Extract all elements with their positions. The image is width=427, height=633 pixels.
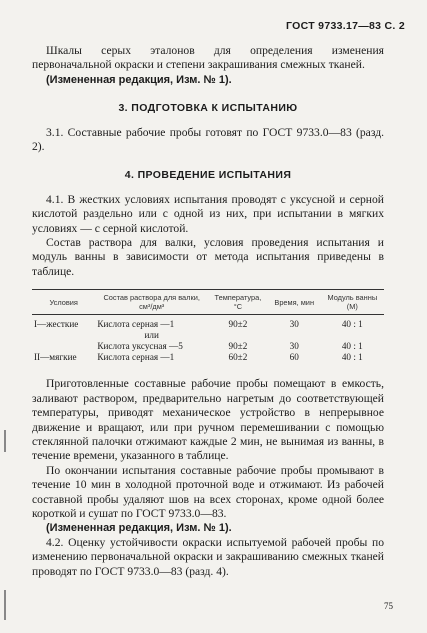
section-3-title: 3. ПОДГОТОВКА К ИСПЫТАНИЮ — [118, 102, 298, 115]
table-row — [32, 352, 384, 367]
table-cell: 90±2 — [228, 341, 248, 352]
table-cell: Кислота уксусная —5 — [97, 341, 183, 352]
table-header: Время, мин — [274, 297, 315, 307]
table-cell: II—мягкие — [34, 352, 77, 363]
paragraph-4-2: 4.2. Оценку устойчивости окраски испытуемой рабочей пробы по изменению первоначальной окраски и закрашиванию смежных тканей проводят по ГОСТ 9733.0—83 (разд. 4). — [32, 535, 384, 578]
table-cell: 30 — [289, 341, 299, 352]
table-cell: I—жесткие — [34, 319, 79, 330]
table-header: Температура, °С — [214, 293, 262, 312]
table-row — [32, 330, 384, 341]
table-cell — [268, 330, 321, 341]
amendment-note: (Измененная редакция, Изм. № 1). — [46, 73, 232, 86]
scan-margin-mark — [4, 590, 6, 620]
paragraph-rinsing: По окончании испытания составные рабочие пробы промывают в течение 10 мин в холодной проточной воде и отжимают. Из рабочей составной пробы удаляют шов на всех сторонах, кроме одной более короткой и сушат по ГОСТ 9733.0—83. — [32, 463, 384, 520]
table-row — [32, 315, 384, 331]
test-conditions-table — [32, 289, 384, 367]
page-body — [32, 44, 384, 579]
paragraph-3-1: 3.1. Составные рабочие пробы готовят по ГОСТ 9733.0—83 (разд. 2). — [32, 125, 384, 154]
table-cell: Кислота серная —1 — [97, 352, 175, 363]
table-cell: 60 — [289, 352, 299, 363]
table-cell: 60±2 — [228, 352, 248, 363]
table-row — [32, 341, 384, 352]
intro-paragraph: Шкалы серых эталонов для определения изменения первоначальной окраски и степени закрашивания смежных тканей. — [32, 44, 384, 72]
table-cell — [208, 330, 268, 341]
table-cell: 90±2 — [228, 319, 248, 330]
table-cell: или — [144, 330, 159, 341]
amendment-note: (Измененная редакция, Изм. № 1). — [46, 522, 232, 535]
paragraph-procedure: Приготовленные составные рабочие пробы помещают в емкость, заливают раствором, предварительно нагретым до соответствующей температуры, приводят механическое устройство в непрерывное движение и вращают, или при ручном перемешивании с помощью стеклянной палочки отжимают каждые 2 мин, не вынимая из ванны, в течение времени, указанного в таблице. — [32, 377, 384, 463]
document-header: ГОСТ 9733.17—83 С. 2 — [286, 20, 405, 32]
paragraph-4-1-table-intro: Состав раствора для валки, условия проведения испытания и модуль ванны в зависимости от метода испытания приведены в таблице. — [32, 236, 384, 278]
table-cell — [32, 341, 95, 352]
table-cell: 40 : 1 — [341, 352, 363, 363]
page-number: 75 — [384, 601, 393, 611]
table-header-row — [32, 290, 384, 315]
section-4-title: 4. ПРОВЕДЕНИЕ ИСПЫТАНИЯ — [124, 169, 292, 182]
table-cell: 30 — [289, 319, 299, 330]
table-cell: 40 : 1 — [341, 319, 363, 330]
table-cell: 40 : 1 — [341, 341, 363, 352]
table-header: Условия — [49, 297, 78, 307]
paragraph-4-1: 4.1. В жестких условиях испытания проводят с уксусной и серной кислотой раздельно или с одной из них, при испытании в мягких условиях — с серной кислотой. — [32, 192, 384, 235]
table-cell — [32, 330, 95, 341]
table-cell: Кислота серная —1 — [97, 319, 175, 330]
scan-margin-mark — [4, 430, 6, 452]
table-header: Состав раствора для валки, см³/дм³ — [103, 293, 200, 312]
table-header: Модуль ванны (М) — [327, 293, 378, 312]
table-cell — [321, 330, 384, 341]
